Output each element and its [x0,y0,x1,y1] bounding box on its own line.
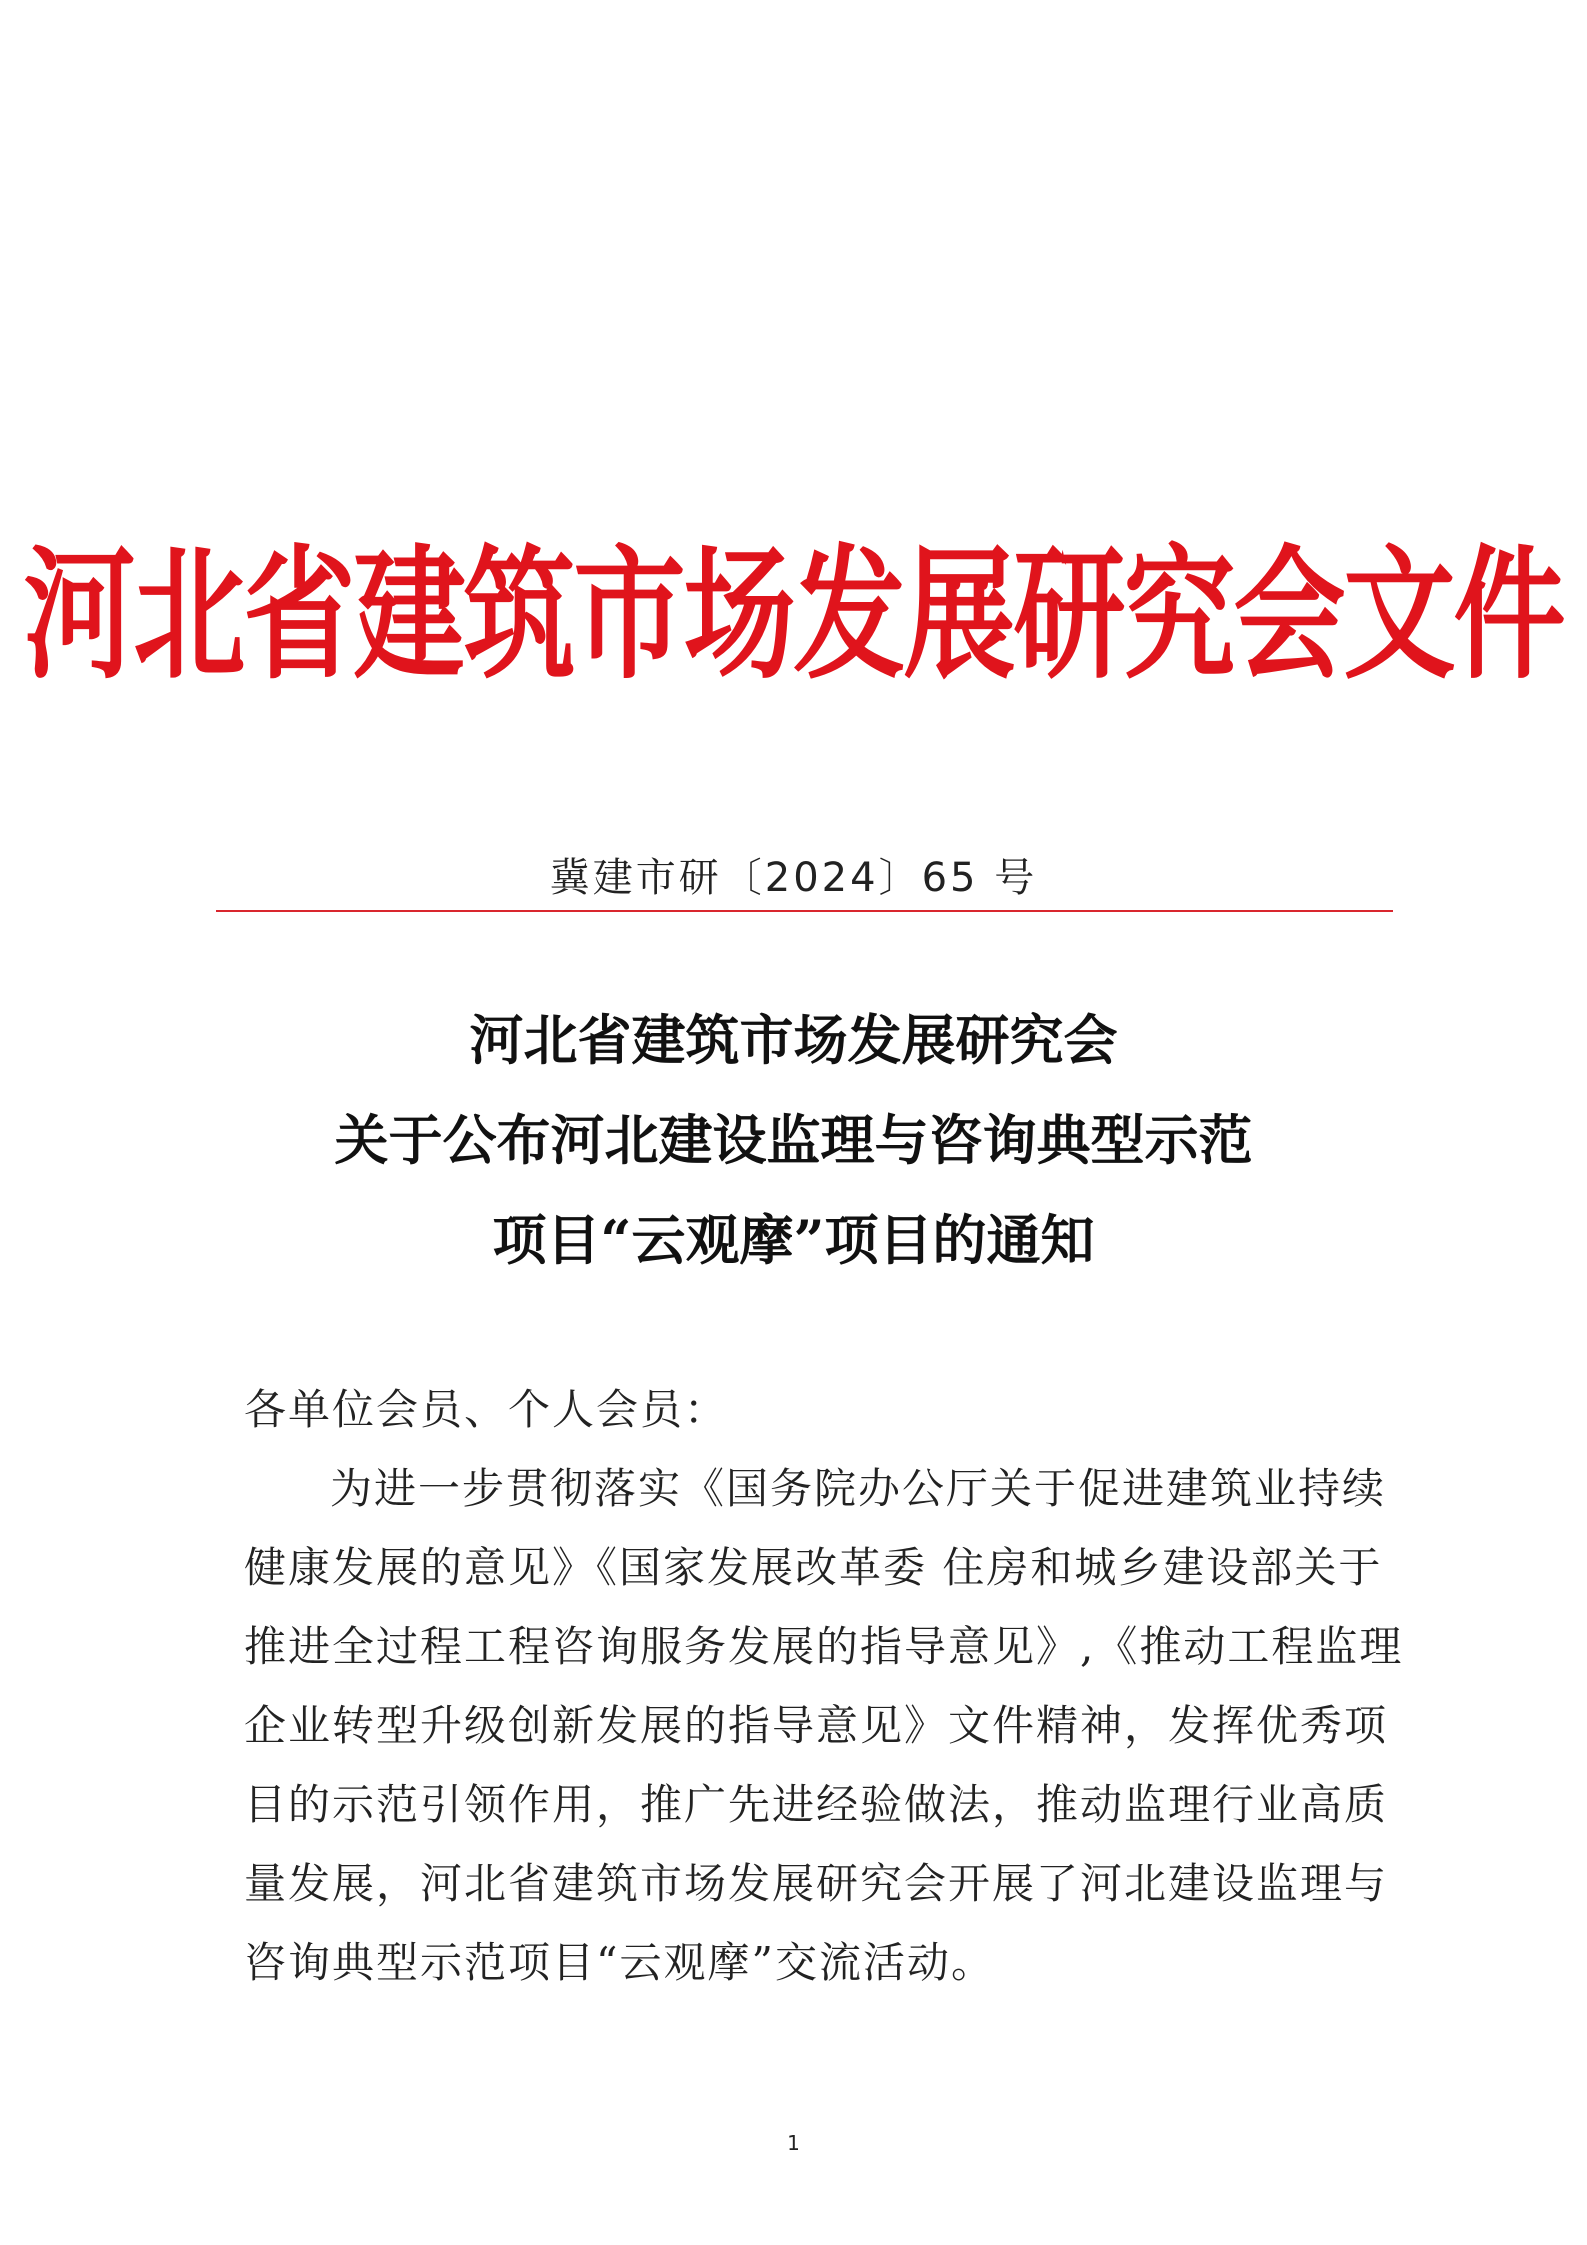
title-line: 关于公布河北建设监理与咨询典型示范 [334,1108,1253,1172]
paragraph-line: 目的示范引领作用，推广先进经验做法，推动监理行业高质 [244,1780,1389,1829]
paragraph-line: 为进一步贯彻落实《国务院办公厅关于促进建筑业持续 [330,1464,1387,1513]
red-divider-line [216,910,1393,912]
paragraph-line: 推进全过程工程咨询服务发展的指导意见》,《推动工程监理 [244,1622,1404,1671]
title-line: 河北省建筑市场发展研究会 [469,1008,1118,1072]
paragraph-line: 量发展，河北省建筑市场发展研究会开展了河北建设监理与 [244,1859,1389,1908]
paragraph-line: 健康发展的意见》《国家发展改革委 住房和城乡建设部关于 [244,1543,1383,1592]
title-line: 项目“云观摩”项目的通知 [492,1208,1095,1272]
document-number: 冀建市研〔2024〕65 号 [549,855,1038,901]
paragraph-line: 企业转型升级创新发展的指导意见》文件精神，发挥优秀项 [244,1701,1389,1750]
masthead-title: 河北省建筑市场发展研究会文件 [23,531,1564,700]
paragraph-line: 咨询典型示范项目“云观摩”交流活动。 [244,1938,995,1987]
body-text [244,1370,1404,2002]
notice-title [0,990,1587,1290]
salutation: 各单位会员、个人会员： [244,1385,729,1434]
page-number: 1 [787,2131,800,2155]
